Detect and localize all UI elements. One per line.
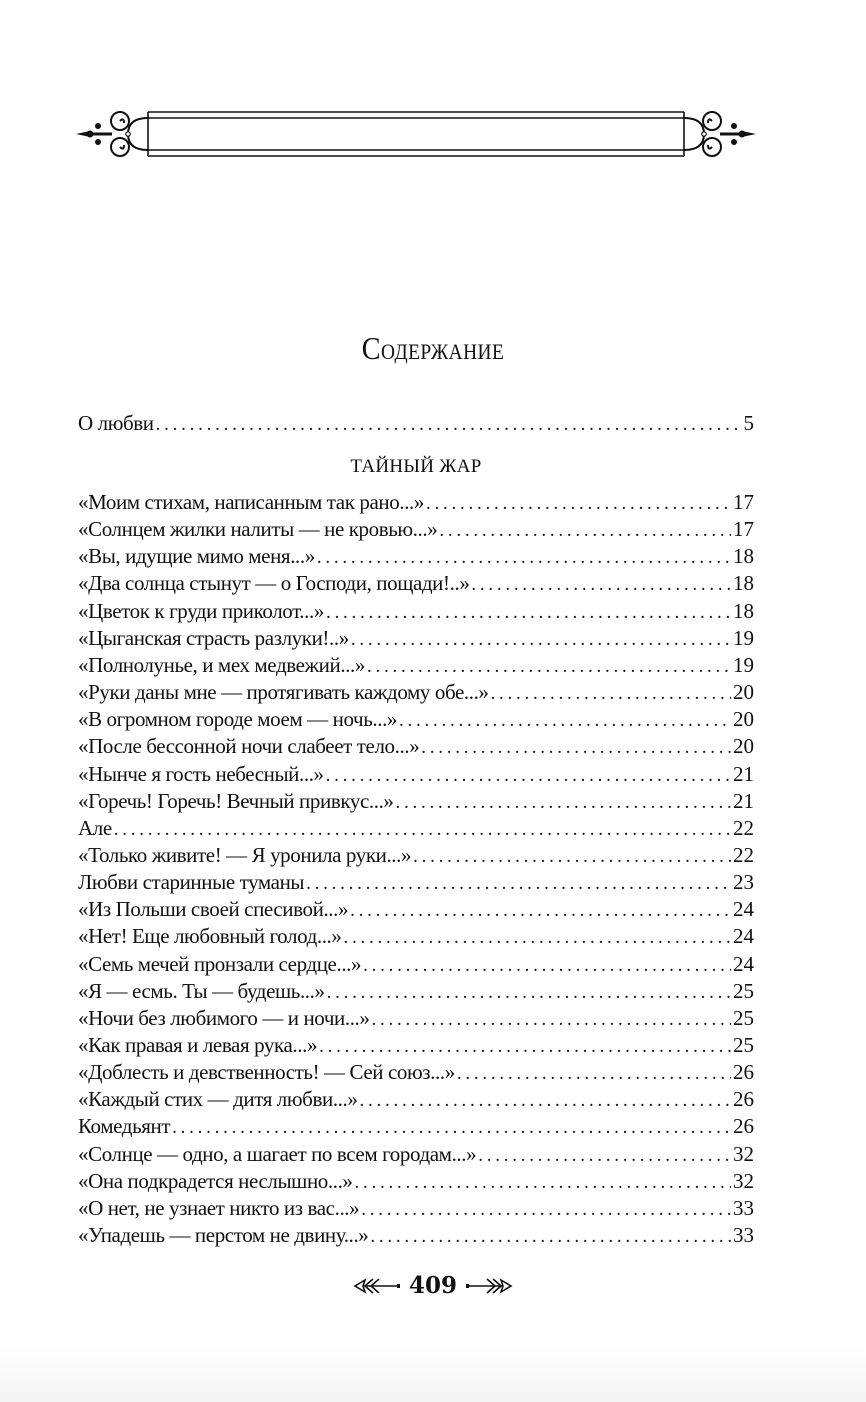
toc-entry-page: 17	[733, 490, 754, 514]
toc-entry-title: «Каждый стих — дитя любви...»	[78, 1087, 358, 1112]
dot-leader	[457, 1060, 731, 1087]
flourish-left-icon	[353, 1277, 401, 1295]
toc-entry-title: «О нет, не узнает никто из вас...»	[78, 1195, 360, 1220]
toc-entry-page: 26	[733, 1087, 754, 1112]
dot-leader	[306, 870, 731, 897]
page-footer	[0, 1272, 866, 1299]
toc-entry[interactable]	[78, 1222, 754, 1249]
dot-leader	[172, 1114, 731, 1141]
toc-entry[interactable]	[78, 733, 754, 760]
dot-leader	[471, 571, 731, 598]
dot-leader	[355, 1169, 731, 1196]
toc-entry-title: «Горечь! Горечь! Вечный привкус...»	[78, 788, 394, 813]
page-number: 409	[408, 1272, 457, 1299]
dot-leader	[478, 1142, 731, 1169]
toc-entry-page: 18	[733, 544, 754, 569]
toc-entry-page: 21	[733, 788, 754, 813]
toc-entry[interactable]	[78, 951, 754, 978]
dot-leader	[491, 680, 731, 707]
toc-entry[interactable]	[78, 842, 754, 869]
toc-entry-page: 25	[733, 1033, 754, 1057]
toc-entry-title: «Солнцем жилки налиты — не кровью...»	[78, 517, 438, 542]
page-title: Содержание	[361, 330, 505, 366]
dot-leader	[399, 707, 731, 734]
toc-entry-title: «Два солнца стынут — о Господи, пощади!..»	[78, 571, 470, 596]
toc-entry-title: «Как правая и левая рука...»	[78, 1033, 318, 1057]
toc-entry-title: «Только живите! — Я уронила руки...»	[78, 842, 412, 867]
toc-entry[interactable]	[78, 570, 754, 597]
toc-entry[interactable]	[78, 923, 754, 950]
toc-entry-page: 24	[733, 924, 754, 949]
toc-entry-title: «Семь мечей пронзали сердце...»	[78, 951, 362, 976]
toc-entry[interactable]	[78, 1032, 754, 1059]
toc-entry[interactable]	[78, 1005, 754, 1032]
toc-entry-page: 22	[733, 842, 754, 867]
dot-leader	[326, 762, 731, 789]
dot-leader	[359, 1087, 731, 1114]
toc-entry-title: Любви старинные туманы	[78, 870, 305, 895]
toc-entry-title: «Нет! Еще любовный голод...»	[78, 924, 342, 949]
toc-entry-title: «Руки даны мне — протягивать каждому обе...»	[78, 680, 489, 705]
toc-entry[interactable]	[78, 1168, 754, 1195]
toc-entry[interactable]	[78, 1059, 754, 1086]
dot-leader	[439, 517, 731, 544]
section-heading: ТАЙНЫЙ ЖАР	[350, 456, 482, 477]
dot-leader	[370, 1223, 731, 1250]
toc-entry-page: 5	[743, 411, 754, 435]
toc-entry-page: 26	[733, 1060, 754, 1085]
toc-entry-page: 24	[733, 897, 754, 922]
toc-entry[interactable]	[78, 1195, 754, 1222]
dot-leader	[156, 411, 742, 438]
dot-leader	[327, 979, 731, 1006]
toc-entry[interactable]	[78, 543, 754, 570]
toc-entry[interactable]	[78, 788, 754, 815]
toc-entry-page: 18	[733, 598, 754, 623]
dot-leader	[326, 599, 731, 626]
toc-entry-title: «Моим стихам, написанным так рано...»	[78, 490, 424, 514]
toc-entry-title: «Цветок к груди приколот...»	[78, 598, 324, 623]
toc-entry-page: 17	[733, 517, 754, 542]
dot-leader	[426, 490, 731, 517]
toc-entry-page: 24	[733, 951, 754, 976]
toc-entry-title: «После бессонной ночи слабеет тело...»	[78, 734, 420, 759]
toc-entry-page: 21	[733, 761, 754, 786]
toc-entry-page: 32	[733, 1141, 754, 1166]
toc-entry-page: 20	[733, 734, 754, 759]
dot-leader	[372, 1006, 731, 1033]
ornamental-frame-icon	[76, 108, 756, 160]
toc-entry-title: «Нынче я гость небесный...»	[78, 761, 324, 786]
dot-leader	[350, 897, 731, 924]
toc-entry[interactable]	[78, 598, 754, 625]
toc-entry-title: «Полнолунье, и мех медвежий...»	[78, 652, 365, 677]
toc-entry[interactable]	[78, 869, 754, 896]
toc-entry-title: «Солнце — одно, а шагает по всем городам...»	[78, 1141, 477, 1166]
toc-entry-page: 25	[733, 1005, 754, 1030]
toc-entry-page: 25	[733, 978, 754, 1003]
flourish-right-icon	[465, 1277, 513, 1295]
dot-leader	[361, 1196, 731, 1223]
toc-entry-title: «Доблесть и девственность! — Сей союз...»	[78, 1060, 455, 1085]
toc-entry-page: 33	[733, 1195, 754, 1220]
toc-entry[interactable]	[78, 1113, 754, 1140]
dot-leader	[344, 924, 731, 951]
toc-entry[interactable]	[78, 679, 754, 706]
dot-leader	[363, 952, 731, 979]
toc-entry-title: «Цыганская страсть разлуки!..»	[78, 625, 349, 650]
toc-entry-page: 20	[733, 707, 754, 732]
dot-leader	[413, 843, 731, 870]
toc-entry-title: «Из Польши своей спесивой...»	[78, 897, 349, 922]
toc-entry-page: 20	[733, 680, 754, 705]
toc-entry-title: «Упадешь — перстом не двину...»	[78, 1223, 369, 1248]
toc-entry-intro[interactable]	[78, 410, 754, 437]
toc-entry-title: Комедьянт	[78, 1114, 171, 1139]
toc-entry[interactable]	[78, 896, 754, 923]
toc-entry-title: «Я — есмь. Ты — будешь...»	[78, 978, 325, 1003]
toc-entry-page: 19	[733, 652, 754, 677]
toc-entry-page: 19	[733, 625, 754, 650]
dot-leader	[351, 626, 731, 653]
toc-entry[interactable]	[78, 706, 754, 733]
dot-leader	[367, 653, 731, 680]
toc-entry[interactable]	[78, 516, 754, 543]
toc-entry-page: 33	[733, 1223, 754, 1248]
toc-entry-title: О любви	[78, 411, 154, 435]
toc-entry-title: «Ночи без любимого — и ночи...»	[78, 1005, 370, 1030]
dot-leader	[317, 544, 731, 571]
toc-entry-page: 32	[733, 1168, 754, 1193]
toc-entry[interactable]	[78, 1141, 754, 1168]
dot-leader	[396, 789, 731, 816]
toc-entry[interactable]	[78, 761, 754, 788]
toc-entry[interactable]	[78, 652, 754, 679]
toc-entry-page: 18	[733, 571, 754, 596]
toc-entry-page: 23	[733, 870, 754, 895]
toc-entry-title: «Вы, идущие мимо меня...»	[78, 544, 315, 569]
dot-leader	[421, 734, 731, 761]
toc-entry-title: «Она подкрадется неслышно...»	[78, 1168, 353, 1193]
toc-entry-page: 22	[733, 815, 754, 840]
toc-entry[interactable]	[78, 815, 754, 842]
dot-leader	[114, 816, 731, 843]
toc-entry[interactable]	[78, 1086, 754, 1113]
toc-entry-page: 26	[733, 1114, 754, 1139]
toc-entry[interactable]	[78, 625, 754, 652]
toc-entry-title: «В огромном городе моем — ночь...»	[78, 707, 398, 732]
dot-leader	[319, 1033, 731, 1060]
toc-entry-title: Але	[78, 815, 112, 840]
toc-entry[interactable]	[78, 978, 754, 1005]
toc-entry[interactable]	[78, 489, 754, 516]
